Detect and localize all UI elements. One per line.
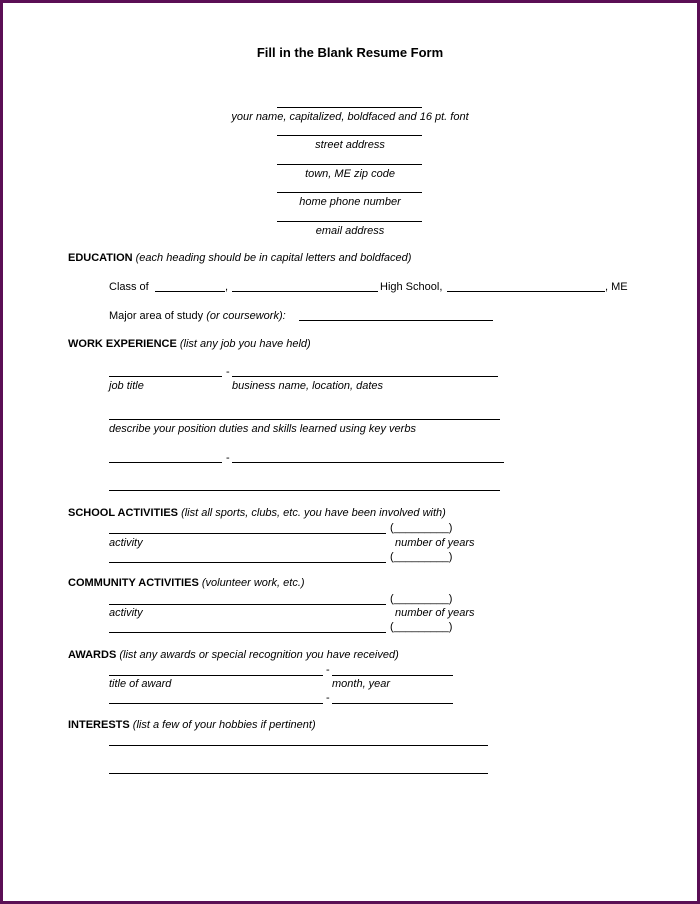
business-line-2[interactable] <box>232 462 504 463</box>
class-year-line[interactable] <box>155 291 225 292</box>
school-heading: SCHOOL ACTIVITIES <box>68 507 179 519</box>
community-years-1[interactable]: (_________) <box>390 593 453 605</box>
school-activity-label: activity <box>109 537 143 549</box>
award-date-line-1[interactable] <box>332 675 453 676</box>
interests-line-1[interactable] <box>109 745 488 746</box>
community-heading-row <box>68 577 305 590</box>
work-dash-1: - <box>226 366 230 378</box>
school-activity-line-1[interactable] <box>109 533 386 534</box>
award-date-label: month, year <box>332 678 391 690</box>
awards-dash-2: - <box>326 692 330 704</box>
name-label: your name, capitalized, boldfaced and 16 pt. font <box>231 111 469 123</box>
school-years-label: number of years <box>395 537 475 549</box>
school-years-1[interactable]: (_________) <box>390 522 453 534</box>
interests-heading-row <box>68 719 316 732</box>
awards-note: (list any awards or special recognition you have received) <box>119 649 399 661</box>
major-label: Major area of study <box>109 310 204 322</box>
business-line-1[interactable] <box>232 376 498 377</box>
community-activity-label: activity <box>109 607 143 619</box>
duties-label: describe your position duties and skills learned using key verbs <box>109 423 416 435</box>
major-line[interactable] <box>299 320 493 321</box>
duties-line-1[interactable] <box>109 419 500 420</box>
class-comma: , <box>225 281 229 293</box>
education-heading: EDUCATION <box>68 252 133 264</box>
duties-line-2[interactable] <box>109 490 500 491</box>
coursework-label: (or coursework): <box>206 310 286 322</box>
community-activity-line-1[interactable] <box>109 604 386 605</box>
school-heading-row <box>68 507 446 520</box>
town-school-line[interactable] <box>447 291 605 292</box>
name-line[interactable] <box>277 107 422 108</box>
street-label: street address <box>315 139 385 151</box>
work-note: (list any job you have held) <box>179 338 311 350</box>
school-note: (list all sports, clubs, etc. you have been involved with) <box>181 507 446 519</box>
community-heading: COMMUNITY ACTIVITIES <box>68 577 199 589</box>
business-label: business name, location, dates <box>232 380 384 392</box>
award-date-line-2[interactable] <box>332 703 453 704</box>
high-school-line[interactable] <box>232 291 378 292</box>
page-title: Fill in the Blank Resume Form <box>256 45 444 60</box>
education-heading-row <box>68 252 411 265</box>
work-heading: WORK EXPERIENCE <box>68 338 177 350</box>
work-heading-row <box>68 338 311 351</box>
education-note: (each heading should be in capital letters and boldfaced) <box>135 252 412 264</box>
town-line[interactable] <box>277 164 422 165</box>
award-title-label: title of award <box>109 678 172 690</box>
community-activity-line-2[interactable] <box>109 632 386 633</box>
high-school-label: High School, <box>380 281 443 293</box>
award-title-line-1[interactable] <box>109 675 323 676</box>
street-line[interactable] <box>277 135 422 136</box>
work-dash-2: - <box>226 452 230 464</box>
awards-heading: AWARDS <box>68 649 117 661</box>
community-years-2[interactable]: (_________) <box>390 621 453 633</box>
major-row <box>109 310 286 323</box>
school-years-2[interactable]: (_________) <box>390 551 453 563</box>
email-label: email address <box>315 225 385 237</box>
job-title-label: job title <box>109 380 144 392</box>
community-note: (volunteer work, etc.) <box>201 577 305 589</box>
school-activity-line-2[interactable] <box>109 562 386 563</box>
awards-dash-1: - <box>326 664 330 676</box>
me-label: , ME <box>605 281 628 293</box>
interests-note: (list a few of your hobbies if pertinent) <box>132 719 316 731</box>
phone-line[interactable] <box>277 192 422 193</box>
awards-heading-row <box>68 649 399 662</box>
interests-heading: INTERESTS <box>68 719 130 731</box>
community-years-label: number of years <box>395 607 475 619</box>
class-of-label: Class of <box>109 281 149 293</box>
email-line[interactable] <box>277 221 422 222</box>
town-label: town, ME zip code <box>305 168 395 180</box>
interests-line-2[interactable] <box>109 773 488 774</box>
award-title-line-2[interactable] <box>109 703 323 704</box>
job-title-line-2[interactable] <box>109 462 222 463</box>
phone-label: home phone number <box>299 196 401 208</box>
job-title-line-1[interactable] <box>109 376 222 377</box>
resume-form-page <box>3 3 697 901</box>
